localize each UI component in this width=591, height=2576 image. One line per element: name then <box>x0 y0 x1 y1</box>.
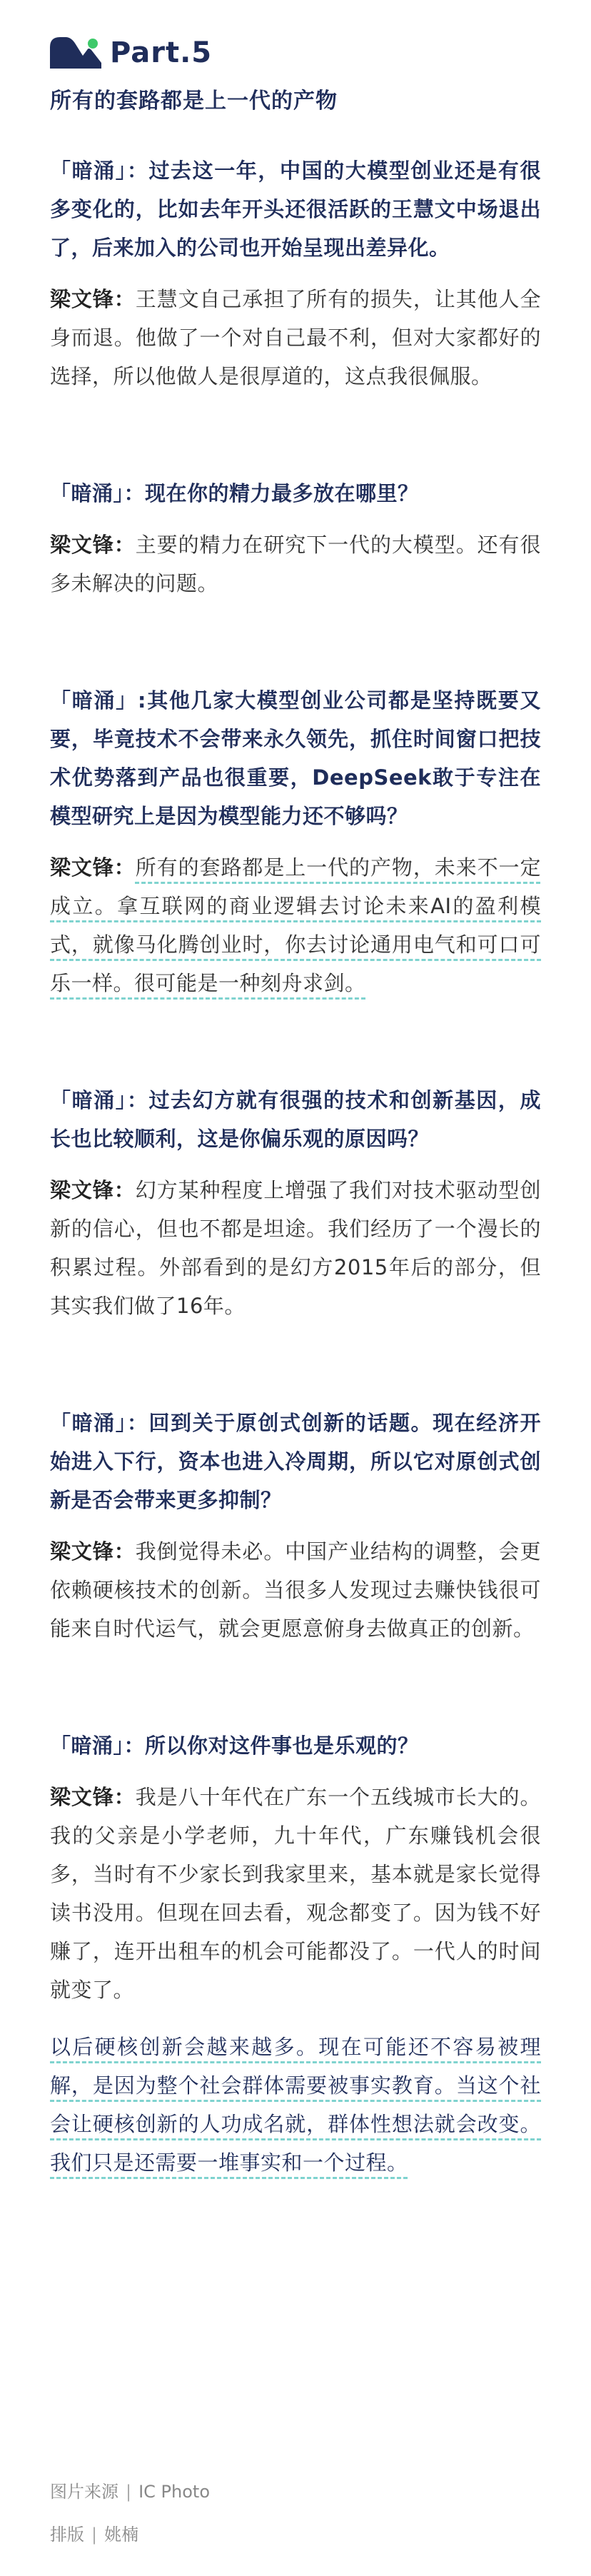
photo-credit: 图片来源 | IC Photo <box>50 2482 211 2502</box>
answer-text <box>50 280 541 396</box>
answer-body: 我倒觉得未必。中国产业结构的调整，会更依赖硬核技术的创新。当很多人发现过去赚快钱很可能来自时代运气，就会更愿意俯身去做真正的创新。 <box>50 1539 541 1641</box>
question-text: 「暗涌」：所以你对这件事也是乐观的？ <box>50 1734 419 1758</box>
section-title: 所有的套路都是上一代的产物 <box>50 89 338 114</box>
answer-text <box>50 525 541 603</box>
question-text: 「暗涌」：回到关于原创式创新的话题。现在经济开始进入下行，资本也进入冷周期，所以它对原创式创新是否会带来更多抑制？ <box>50 1411 541 1512</box>
qa-block <box>50 1726 541 2182</box>
answer-text <box>50 848 541 1002</box>
part-label: Part.5 <box>110 36 213 69</box>
answer-text <box>50 1778 541 2009</box>
layout-credit-label: 排版 <box>50 2525 84 2545</box>
answer-text <box>50 1171 541 1325</box>
question-text: 「暗涌」:其他几家大模型创业公司都是坚持既要又要，毕竟技术不会带来永久领先，抓住时间窗口把技术优势落到产品也很重要，DeepSeek敢于专注在模型研究上是因为模型能力还不够吗？ <box>50 688 541 828</box>
credits <box>50 2470 210 2556</box>
speaker-name: 梁文锋： <box>50 855 136 880</box>
answer-body: 幻方某种程度上增强了我们对技术驱动型创新的信心，但也不都是坦途。我们经历了一个漫长的积累过程。外部看到的是幻方2015年后的部分，但其实我们做了16年。 <box>50 1178 541 1318</box>
speaker-name: 梁文锋： <box>50 1178 136 1202</box>
interview-content <box>50 151 541 2182</box>
answer-body: 我是八十年代在广东一个五线城市长大的。我的父亲是小学老师，九十年代，广东赚钱机会很多，当时有不少家长到我家里来，基本就是家长觉得读书没用。但现在回去看，观念都变了。因为钱不好赚了，连开出租车的机会可能都没了。一代人的时间就变了。 <box>50 1785 541 2002</box>
answer-text <box>50 1532 541 1648</box>
question-text: 「暗涌」：过去这一年，中国的大模型创业还是有很多变化的，比如去年开头还很活跃的王慧文中场退出了，后来加入的公司也开始呈现出差异化。 <box>50 159 541 260</box>
photo-credit-value: IC Photo <box>138 2482 211 2502</box>
question-text: 「暗涌」：过去幻方就有很强的技术和创新基因，成长也比较顺利，这是你偏乐观的原因吗？ <box>50 1088 541 1151</box>
qa-block <box>50 681 541 1002</box>
answer-body: 王慧文自己承担了所有的损失，让其他人全身而退。他做了一个对自己最不利，但对大家都好的选择，所以他做人是很厚道的，这点我很佩服。 <box>50 287 541 388</box>
question-text: 「暗涌」：现在你的精力最多放在哪里？ <box>50 481 419 505</box>
layout-credit: 排版 | 姚楠 <box>50 2525 139 2545</box>
qa-block <box>50 1081 541 1325</box>
answer-body-highlighted: 以后硬核创新会越来越多。现在可能还不容易被理解，是因为整个社会群体需要被事实教育。当这个社会让硬核创新的人功成名就，群体性想法就会改变。我们只是还需要一堆事实和一个过程。 <box>50 2035 541 2175</box>
qa-block <box>50 474 541 603</box>
part-header <box>50 34 212 71</box>
qa-block <box>50 1404 541 1648</box>
answer-body-highlighted: 所有的套路都是上一代的产物，未来不一定成立。拿互联网的商业逻辑去讨论未来AI的盈利模式，就像马化腾创业时，你去讨论通用电气和可口可乐一样。很可能是一种刻舟求剑。 <box>50 855 541 995</box>
answer-body: 主要的精力在研究下一代的大模型。还有很多未解决的问题。 <box>50 533 541 595</box>
speaker-name: 梁文锋： <box>50 1785 136 1809</box>
layout-credit-value: 姚楠 <box>104 2525 139 2545</box>
speaker-name: 梁文锋： <box>50 287 136 311</box>
answer-text-continued <box>50 2028 541 2182</box>
qa-block <box>50 151 541 396</box>
speaker-name: 梁文锋： <box>50 1539 136 1564</box>
photo-credit-label: 图片来源 <box>50 2482 118 2502</box>
mountain-logo-icon <box>50 37 101 69</box>
speaker-name: 梁文锋： <box>50 533 136 557</box>
